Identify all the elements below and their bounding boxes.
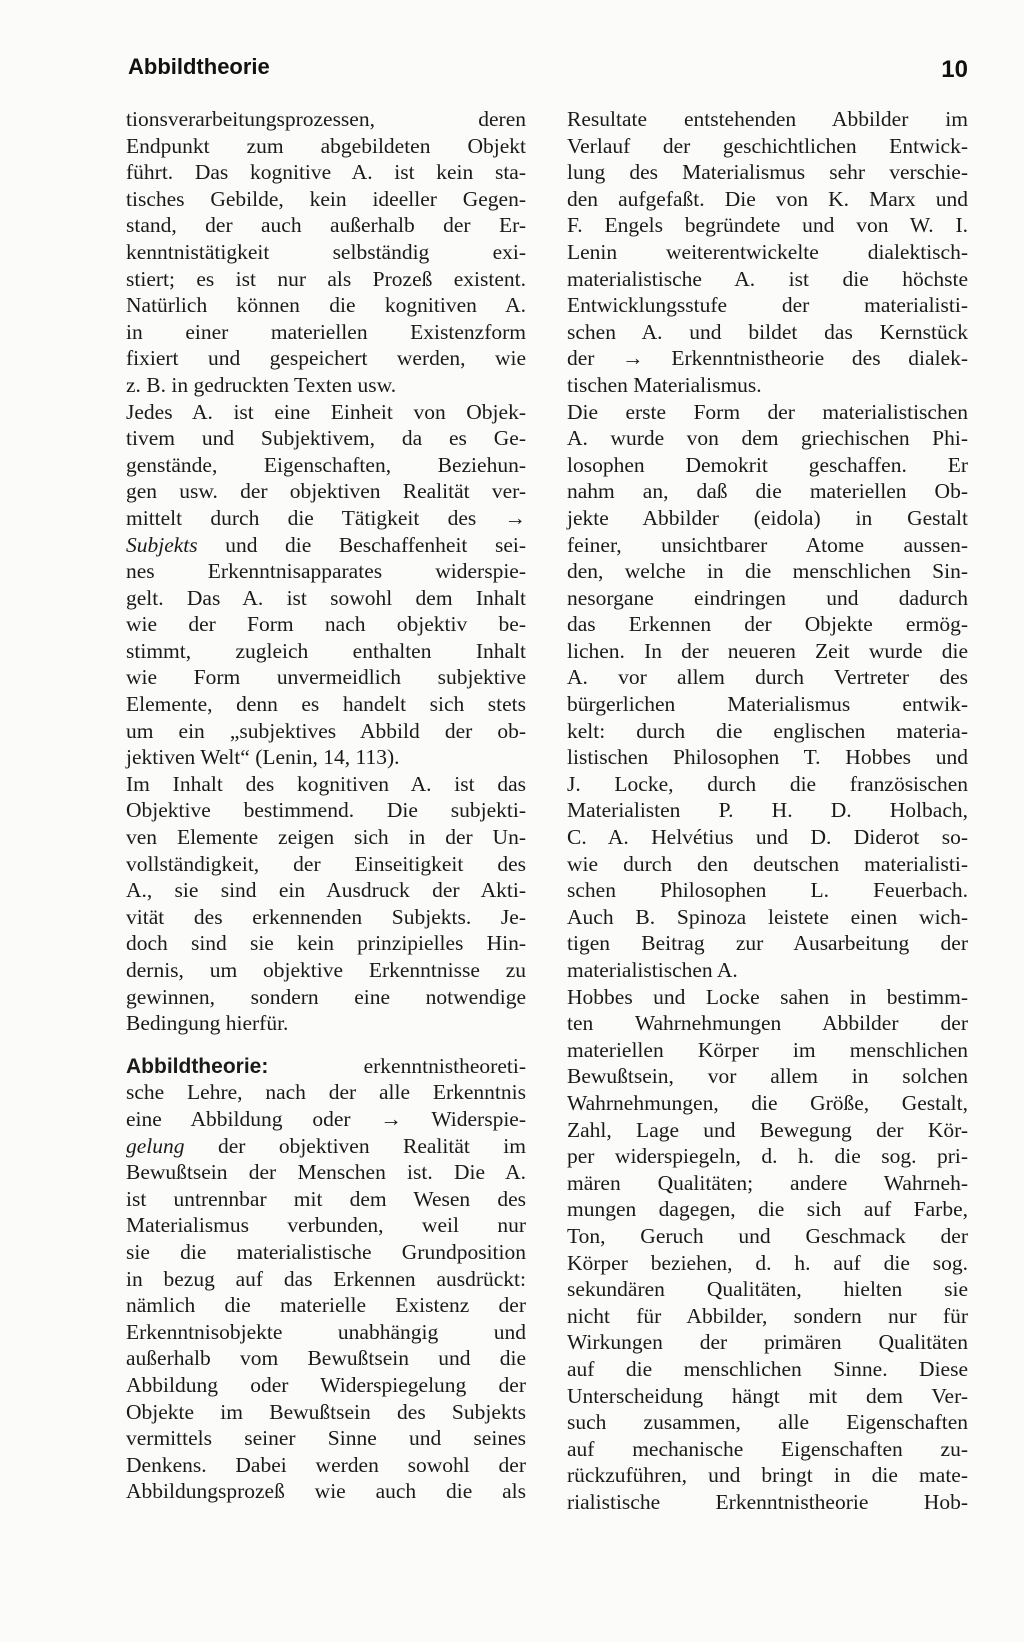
text-line [567,904,968,931]
line-text: in bezug auf das Erkennen ausdrückt: [126,1266,526,1291]
line-text: Abbildung oder Widerspiegelung der [126,1372,526,1397]
line-text: Zahl, Lage und Bewegung der Kör- [567,1117,968,1142]
page-number: 10 [941,56,968,83]
text-line [126,930,526,957]
text-line [126,372,526,399]
line-text: rückzuführen, und bringt in die mate- [567,1463,968,1488]
line-text: materiellen Körper im menschlichen [567,1037,968,1062]
line-text: auf mechanische Eigenschaften zu- [567,1436,968,1461]
italic-reference: gelung [126,1133,185,1158]
line-text: sie die materialistische Grundposition [126,1239,526,1264]
line-text: gewinnen, sondern eine notwendige [126,984,526,1009]
line-text: führt. Das kognitive A. ist kein sta- [126,160,526,185]
line-text: Denkens. Dabei werden sowohl der [126,1452,526,1477]
line-text: Körper beziehen, d. h. auf die sog. [567,1250,968,1275]
text-line [126,824,526,851]
text-line [567,1196,968,1223]
text-line [126,319,526,346]
text-line [126,1319,526,1346]
line-text: materialistischen A. [567,958,738,982]
line-text: vollständigkeit, der Einseitigkeit des [126,851,526,876]
line-text: Elemente, denn es handelt sich stets [126,692,526,717]
line-text: Materialismus verbunden, weil nur [126,1213,526,1238]
line-text: eine Abbildung oder → Widerspie- [126,1106,526,1131]
italic-reference: Subjekts [126,532,198,557]
text-line [567,1063,968,1090]
text-line [126,957,526,984]
line-text: nesorgane eindringen und dadurch [567,585,968,610]
text-line [567,664,968,691]
line-text: losophen Demokrit geschaffen. Er [567,452,968,477]
line-text: listischen Philosophen T. Hobbes und [567,745,968,770]
text-line [126,1159,526,1186]
line-text: erkenntnistheoreti- [363,1053,526,1078]
text-line [126,1239,526,1266]
text-line [567,718,968,745]
text-line [126,1345,526,1372]
text-line [126,1266,526,1293]
line-text: außerhalb vom Bewußtsein und die [126,1346,526,1371]
text-line [126,638,526,665]
line-text: auf die menschlichen Sinne. Diese [567,1356,968,1381]
text-line [567,611,968,638]
text-line [126,585,526,612]
text-line [567,292,968,319]
text-line [567,478,968,505]
text-line [126,159,526,186]
text-line [567,1462,968,1489]
text-line [126,1106,526,1133]
line-text: mären Qualitäten; andere Wahrneh- [567,1170,968,1195]
text-line [567,1090,968,1117]
line-text: nes Erkenntnisapparates widerspie- [126,559,526,584]
line-text: kenntnistätigkeit selbständig exi- [126,239,526,264]
text-line [567,1383,968,1410]
line-text: sekundären Qualitäten, hielten sie [567,1277,968,1302]
text-line [567,930,968,957]
line-text: Die erste Form der materialistischen [567,399,968,424]
text-line [567,159,968,186]
text-line [567,266,968,293]
line-text: wie der Form nach objektiv be- [126,612,526,637]
text-line [126,478,526,505]
text-line [126,1399,526,1426]
line-text: mungen dagegen, die sich auf Farbe, [567,1197,968,1222]
text-line [567,1356,968,1383]
running-head-title: Abbildtheorie [128,54,270,79]
line-text: feiner, unsichtbarer Atome aussen- [567,532,968,557]
text-line [567,585,968,612]
text-line [567,425,968,452]
line-text: ist untrennbar mit dem Wesen des [126,1186,526,1211]
line-text: Natürlich können die kognitiven A. [126,293,526,318]
line-text: Objekte im Bewußtsein des Subjekts [126,1399,526,1424]
line-text: Erkenntnisobjekte unabhängig und [126,1319,526,1344]
line-text: schen Philosophen L. Feuerbach. [567,878,968,903]
line-text: J. Locke, durch die französischen [567,771,968,796]
text-line [567,1303,968,1330]
line-text: lichen. In der neueren Zeit wurde die [567,638,968,663]
text-line [126,771,526,798]
text-line [567,957,968,984]
text-line [126,345,526,372]
text-line [126,718,526,745]
text-line [567,877,968,904]
text-line [126,744,526,771]
text-line [567,797,968,824]
line-text: stand, der auch außerhalb der Er- [126,213,526,238]
line-text: stiert; es ist nur als Prozeß existent. [126,266,526,291]
line-text: Entwicklungsstufe der materialisti- [567,293,968,318]
line-text: ten Wahrnehmungen Abbilder der [567,1011,968,1036]
text-line [567,691,968,718]
text-line [126,611,526,638]
line-text: Verlauf der geschichtlichen Entwick- [567,133,968,158]
line-text: wie Form unvermeidlich subjektive [126,665,526,690]
text-line [126,239,526,266]
line-text: Abbildungsprozeß wie auch die als [126,1479,526,1504]
text-line [126,1212,526,1239]
text-line [567,558,968,585]
line-text: such zusammen, alle Eigenschaften [567,1410,968,1435]
text-line [567,345,968,372]
line-text: Wirkungen der primären Qualitäten [567,1330,968,1355]
line-text: Resultate entstehenden Abbilder im [567,107,968,131]
line-text: um ein „subjektives Abbild der ob- [126,718,526,743]
text-line [567,851,968,878]
text-line [126,1425,526,1452]
text-line [567,319,968,346]
line-text: mittelt durch die Tätigkeit des → [126,505,526,530]
line-text: stimmt, zugleich enthalten Inhalt [126,638,526,663]
text-line [567,1143,968,1170]
text-line [567,1409,968,1436]
text-line [126,984,526,1011]
line-text: materialistische A. ist die höchste [567,266,968,291]
text-line [567,1250,968,1277]
text-line [567,1276,968,1303]
text-line [126,904,526,931]
line-text: kelt: durch die englischen materia- [567,718,968,743]
line-text: Hobbes und Locke sahen in bestimm- [567,984,968,1009]
text-line [126,1079,526,1106]
text-line [567,399,968,426]
line-text: Bewußtsein, vor allem in solchen [567,1064,968,1089]
line-text: A. vor allem durch Vertreter des [567,665,968,690]
line-text: rialistische Erkenntnistheorie Hob- [567,1489,968,1514]
text-line [567,1489,968,1516]
line-text: Endpunkt zum abgebildeten Objekt [126,133,526,158]
line-text: vermittels seiner Sinne und seines [126,1426,526,1451]
text-line [567,824,968,851]
text-line [126,797,526,824]
text-line [126,664,526,691]
text-line [126,425,526,452]
text-line [567,1117,968,1144]
text-line [567,1010,968,1037]
text-line [126,1372,526,1399]
line-text: nahm an, daß die materiellen Ob- [567,479,968,504]
text-line [126,558,526,585]
line-text: den, welche in die menschlichen Sin- [567,559,968,584]
text-line [126,877,526,904]
text-line [126,186,526,213]
text-line [567,505,968,532]
line-text: und die Beschaffenheit sei- [225,532,527,557]
line-text: Objektive bestimmend. Die subjekti- [126,798,526,823]
line-text: doch sind sie kein prinzipielles Hin- [126,931,526,956]
line-text: Auch B. Spinoza leistete einen wich- [567,904,968,929]
line-text: genstände, Eigenschaften, Beziehun- [126,452,526,477]
paragraph-gap [126,1037,526,1053]
text-line [126,452,526,479]
line-text: tisches Gebilde, kein ideeller Gegen- [126,186,526,211]
text-line [126,532,526,559]
line-text: jekte Abbilder (eidola) in Gestalt [567,505,968,530]
line-text: Lenin weiterentwickelte dialektisch- [567,239,968,264]
text-line [126,691,526,718]
line-text: Bewußtsein der Menschen ist. Die A. [126,1160,526,1185]
line-text: tionsverarbeitungsprozessen, deren [126,107,526,131]
text-line [126,106,526,133]
text-line [126,505,526,532]
text-line [567,638,968,665]
line-text: nämlich die materielle Existenz der [126,1293,526,1318]
line-text: lung des Materialismus sehr verschie- [567,160,968,185]
line-text: in einer materiellen Existenzform [126,319,526,344]
text-line [126,399,526,426]
line-text: tischen Materialismus. [567,372,762,397]
entry-term: Abbildtheorie: [126,1054,269,1078]
line-text: per widerspiegeln, d. h. die sog. pri- [567,1144,968,1169]
line-text: Im Inhalt des kognitiven A. ist das [126,771,526,796]
text-line [567,1329,968,1356]
line-text: das Erkennen der Objekte ermög- [567,612,968,637]
text-line [126,1010,526,1037]
line-text: A., sie sind ein Ausdruck der Akti- [126,878,526,903]
text-line [126,1053,526,1080]
line-text: Wahrnehmungen, die Größe, Gestalt, [567,1090,968,1115]
line-text: der objektiven Realität im [217,1133,526,1158]
line-text: der → Erkenntnistheorie des dialek- [567,346,968,371]
text-line [567,212,968,239]
text-line [567,1037,968,1064]
text-line [567,1170,968,1197]
text-line [567,984,968,1011]
text-line [126,1186,526,1213]
line-text: Jedes A. ist eine Einheit von Objek- [126,399,526,424]
text-line [567,744,968,771]
line-text: ven Elemente zeigen sich in der Un- [126,825,526,850]
text-line [567,133,968,160]
line-text: vität des erkennenden Subjekts. Je- [126,904,526,929]
line-text: A. wurde von dem griechischen Phi- [567,426,968,451]
line-text: sche Lehre, nach der alle Erkenntnis [126,1080,526,1105]
text-line [126,1478,526,1505]
text-line [126,1292,526,1319]
text-line [567,1223,968,1250]
text-line [126,1133,526,1160]
line-text: wie durch den deutschen materialisti- [567,851,968,876]
line-text: F. Engels begründete und von W. I. [567,213,968,238]
line-text: nicht für Abbilder, sondern nur für [567,1303,968,1328]
line-text: bürgerlichen Materialismus entwik- [567,692,968,717]
line-text: den aufgefaßt. Die von K. Marx und [567,186,968,211]
line-text: Unterscheidung hängt mit dem Ver- [567,1383,968,1408]
line-text: jektiven Welt“ (Lenin, 14, 113). [126,745,400,770]
line-text: C. A. Helvétius und D. Diderot so- [567,825,968,850]
line-text: Bedingung hierfür. [126,1011,289,1036]
text-line [567,372,968,399]
right-text-column [567,106,968,1515]
line-text: gen usw. der objektiven Realität ver- [126,479,526,504]
line-text: gelt. Das A. ist sowohl dem Inhalt [126,585,526,610]
line-text: fixiert und gespeichert werden, wie [126,346,526,371]
text-line [567,1436,968,1463]
text-line [567,186,968,213]
line-text: tivem und Subjektivem, da es Ge- [126,426,526,451]
line-text: Materialisten P. H. D. Holbach, [567,798,968,823]
line-text: tigen Beitrag zur Ausarbeitung der [567,931,968,956]
text-line [567,239,968,266]
text-line [126,133,526,160]
text-line [126,292,526,319]
left-text-column [126,106,526,1505]
text-line [567,771,968,798]
text-line [567,106,968,133]
text-line [126,212,526,239]
text-line [126,1452,526,1479]
line-text: schen A. und bildet das Kernstück [567,319,968,344]
text-line [126,851,526,878]
line-text: dernis, um objektive Erkenntnisse zu [126,958,526,982]
line-text: Ton, Geruch und Geschmack der [567,1223,968,1248]
text-line [567,532,968,559]
line-text: z. B. in gedruckten Texten usw. [126,372,397,397]
text-line [126,266,526,293]
text-line [567,452,968,479]
